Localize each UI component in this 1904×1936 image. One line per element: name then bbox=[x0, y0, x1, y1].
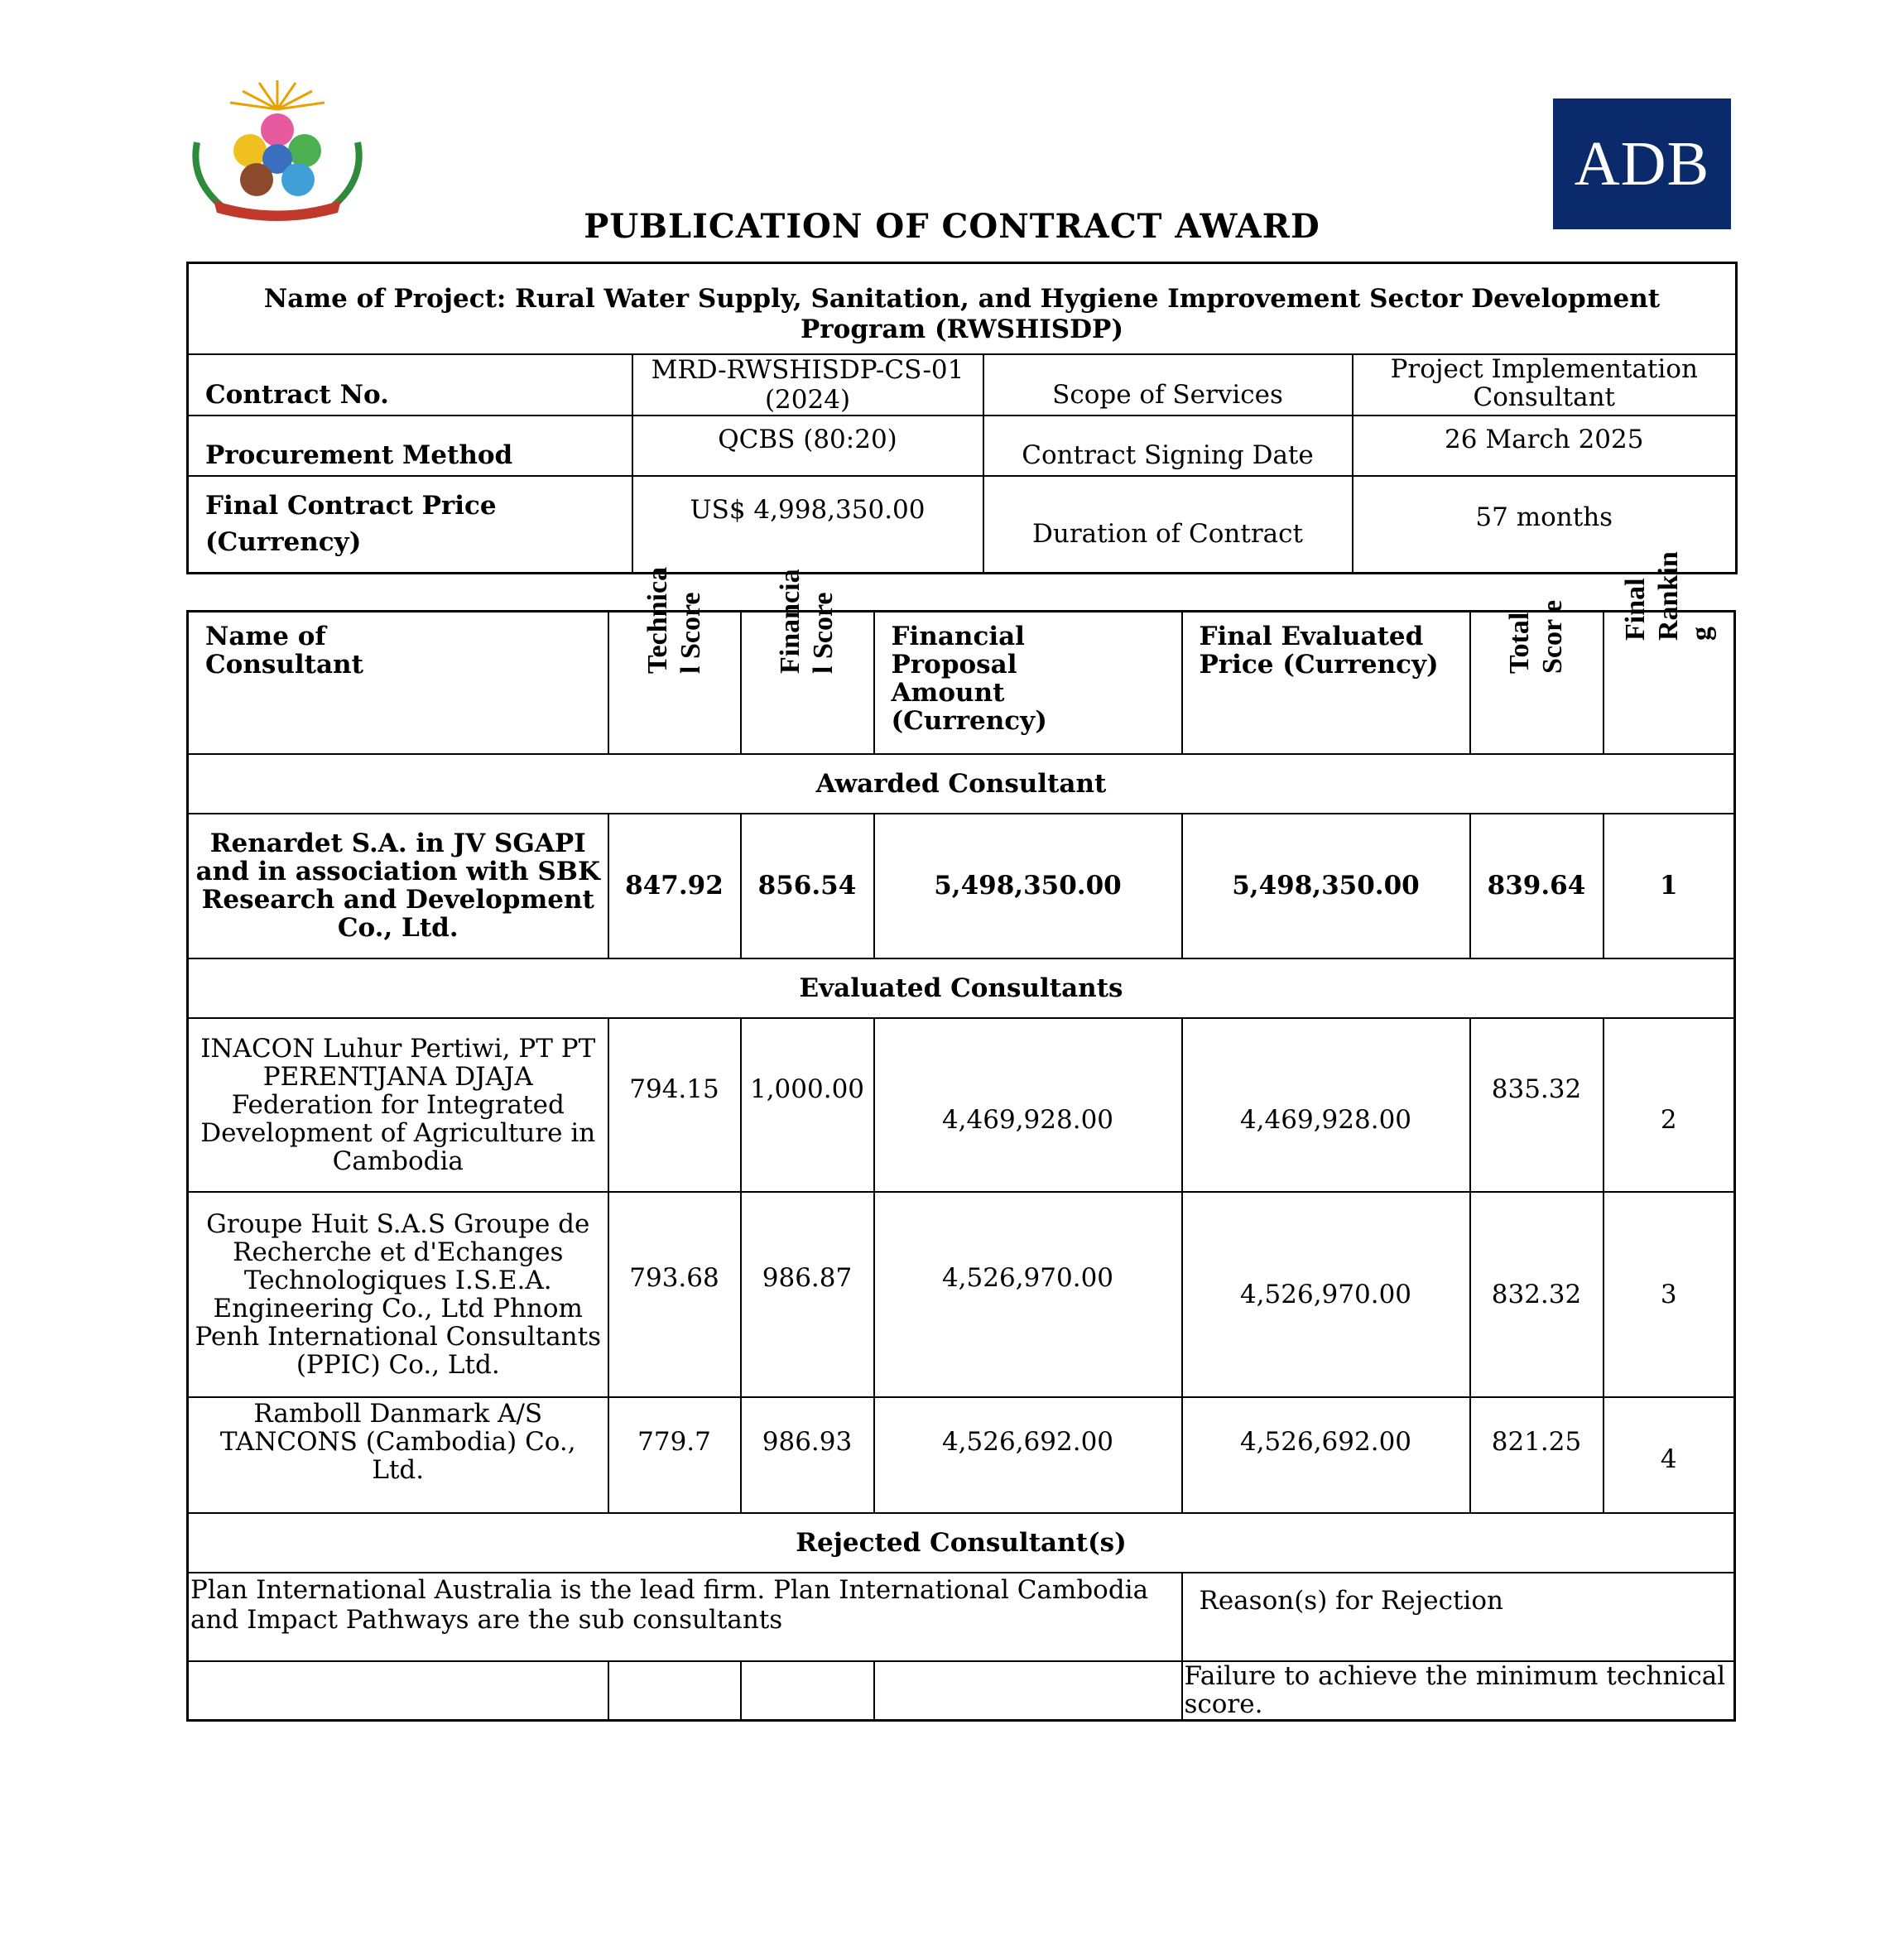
technical-score: 779.7 bbox=[608, 1397, 741, 1513]
consultant-name: INACON Luhur Pertiwi, PT PT PERENTJANA DJAJA Federation for Integrated Development of Agriculture in Cambodia bbox=[188, 1018, 608, 1192]
awarded-final-price: 5,498,350.00 bbox=[1182, 814, 1470, 958]
final-price-label: Final Contract Price (Currency) bbox=[188, 476, 632, 574]
final-price-value: US$ 4,998,350.00 bbox=[632, 476, 983, 574]
financial-score: 986.87 bbox=[741, 1192, 874, 1397]
total-score: 835.32 bbox=[1470, 1018, 1603, 1192]
contract-info-table bbox=[186, 262, 1738, 574]
technical-score: 794.15 bbox=[608, 1018, 741, 1192]
emblem-icon bbox=[180, 76, 374, 225]
awarded-financial-score: 856.54 bbox=[741, 814, 874, 958]
evaluated-section-label: Evaluated Consultants bbox=[188, 958, 1735, 1018]
proposal-amount: 4,469,928.00 bbox=[874, 1018, 1182, 1192]
page-title: PUBLICATION OF CONTRACT AWARD bbox=[584, 207, 1320, 246]
contract-no-value: MRD-RWSHISDP-CS-01 (2024) bbox=[632, 354, 983, 416]
technical-score: 793.68 bbox=[608, 1192, 741, 1397]
empty-cell bbox=[608, 1661, 741, 1721]
financial-score: 986.93 bbox=[741, 1397, 874, 1513]
consultant-name: Groupe Huit S.A.S Groupe de Recherche et d'Echanges Technologiques I.S.E.A. Engineering Co., Ltd Phnom Penh International Consultants (PPIC) Co., Ltd. bbox=[188, 1192, 608, 1397]
total-score: 821.25 bbox=[1470, 1397, 1603, 1513]
duration-label: Duration of Contract bbox=[983, 476, 1353, 574]
header-final-ranking: Final Rankin g bbox=[1603, 612, 1735, 754]
project-name: Name of Project: Rural Water Supply, Sanitation, and Hygiene Improvement Sector Development Program (RWSHISDP) bbox=[188, 263, 1737, 354]
rejected-section-label: Rejected Consultant(s) bbox=[188, 1513, 1735, 1573]
rank: 2 bbox=[1603, 1018, 1735, 1192]
table-row bbox=[188, 1192, 1735, 1397]
duration-value: 57 months bbox=[1353, 476, 1737, 574]
table-row bbox=[188, 1018, 1735, 1192]
awarded-rank: 1 bbox=[1603, 814, 1735, 958]
awarded-consultant-name: Renardet S.A. in JV SGAPI and in association with SBK Research and Development Co., Ltd. bbox=[188, 814, 608, 958]
rejected-consultant-name: Plan International Australia is the lead firm. Plan International Cambodia and Impact Pathways are the sub consultants bbox=[188, 1573, 1182, 1661]
rejection-reason: Failure to achieve the minimum technical score. bbox=[1182, 1661, 1735, 1721]
header-final-evaluated-price: Final Evaluated Price (Currency) bbox=[1182, 612, 1470, 754]
awarded-technical-score: 847.92 bbox=[608, 814, 741, 958]
table-row bbox=[188, 1397, 1735, 1513]
empty-cell bbox=[188, 1661, 608, 1721]
header-technical-score: Technica l Score bbox=[608, 612, 741, 754]
consultant-name: Ramboll Danmark A/S TANCONS (Cambodia) Co., Ltd. bbox=[188, 1397, 608, 1513]
header-financial-score: Financia l Score bbox=[741, 612, 874, 754]
table-row bbox=[188, 814, 1735, 958]
evaluation-table bbox=[186, 550, 1736, 1722]
proposal-amount: 4,526,692.00 bbox=[874, 1397, 1182, 1513]
financial-score: 1,000.00 bbox=[741, 1018, 874, 1192]
awarded-section-label: Awarded Consultant bbox=[188, 754, 1735, 814]
scope-label: Scope of Services bbox=[983, 354, 1353, 416]
header-total-score: Total Scor e bbox=[1470, 612, 1603, 754]
procurement-method-label: Procurement Method bbox=[188, 416, 632, 476]
rank: 3 bbox=[1603, 1192, 1735, 1397]
final-price: 4,526,970.00 bbox=[1182, 1192, 1470, 1397]
awarded-proposal-amount: 5,498,350.00 bbox=[874, 814, 1182, 958]
awarded-total-score: 839.64 bbox=[1470, 814, 1603, 958]
scope-value: Project Implementation Consultant bbox=[1353, 354, 1737, 416]
adb-logo: ADB bbox=[1553, 98, 1731, 229]
rejection-reason-label: Reason(s) for Rejection bbox=[1182, 1573, 1735, 1661]
proposal-amount: 4,526,970.00 bbox=[874, 1192, 1182, 1397]
contract-no-label: Contract No. bbox=[188, 354, 632, 416]
table-row bbox=[188, 1661, 1735, 1721]
signing-date-value: 26 March 2025 bbox=[1353, 416, 1737, 476]
empty-cell bbox=[741, 1661, 874, 1721]
rank: 4 bbox=[1603, 1397, 1735, 1513]
table-row bbox=[188, 1573, 1735, 1661]
total-score: 832.32 bbox=[1470, 1192, 1603, 1397]
header-financial-proposal: Financial Proposal Amount (Currency) bbox=[874, 612, 1182, 754]
header-name: Name of Consultant bbox=[188, 612, 608, 754]
final-price: 4,469,928.00 bbox=[1182, 1018, 1470, 1192]
procurement-method-value: QCBS (80:20) bbox=[632, 416, 983, 476]
signing-date-label: Contract Signing Date bbox=[983, 416, 1353, 476]
empty-cell bbox=[874, 1661, 1182, 1721]
final-price: 4,526,692.00 bbox=[1182, 1397, 1470, 1513]
